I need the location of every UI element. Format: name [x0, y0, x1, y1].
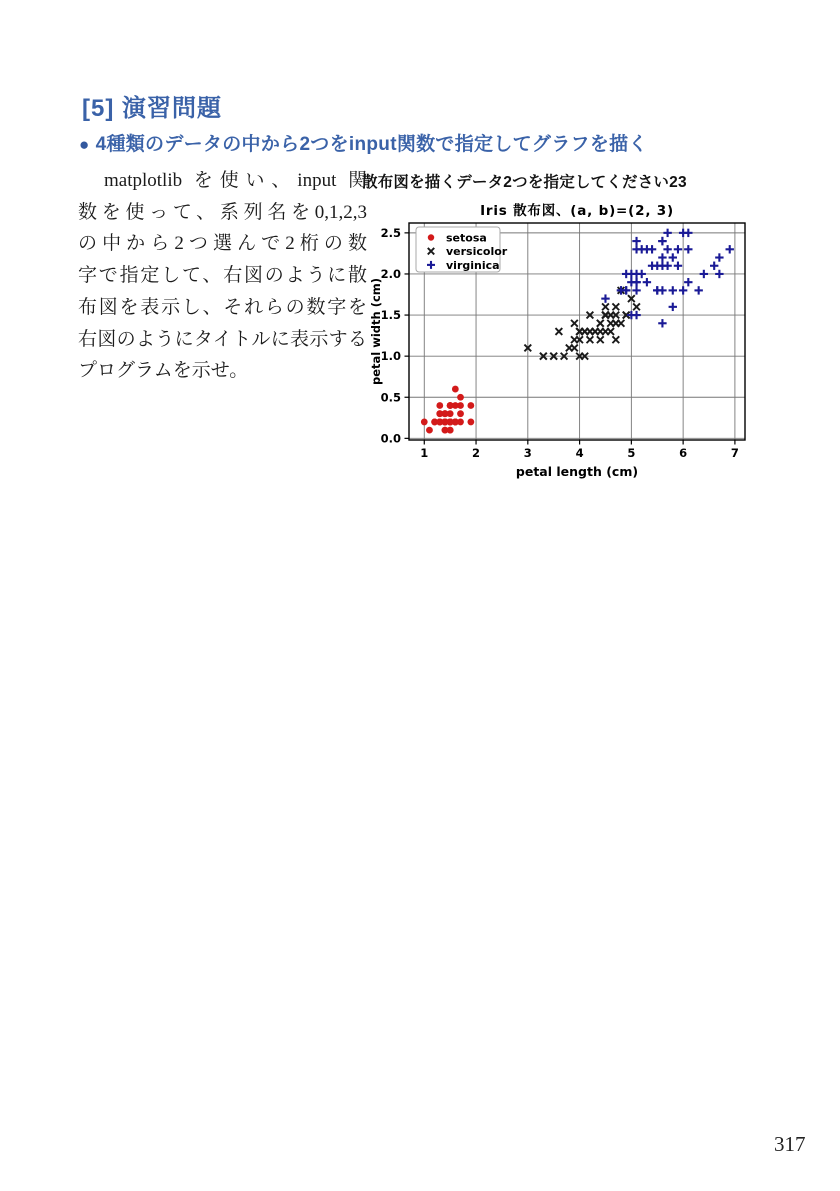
y-axis-label: petal width (cm) — [369, 277, 383, 386]
marker-circle — [457, 394, 464, 401]
x-tick-label: 3 — [523, 446, 532, 460]
marker-circle — [436, 402, 443, 409]
bullet-icon: ● — [79, 135, 90, 154]
marker-circle — [442, 427, 449, 434]
x-axis-label: petal length (cm) — [515, 464, 639, 479]
body-line: 布図を表示し、それらの数字を — [78, 296, 367, 318]
section-heading: [5] 演習問題 — [82, 95, 222, 122]
marker-circle — [447, 402, 454, 409]
marker-circle — [442, 410, 449, 417]
series-virginica — [601, 229, 734, 328]
x-tick-label: 7 — [730, 446, 739, 460]
y-tick-label: 0.5 — [380, 390, 401, 405]
bullet-heading — [79, 129, 648, 156]
body-paragraph — [78, 165, 367, 387]
y-tick-label: 2.5 — [380, 225, 401, 240]
legend-label: virginica — [446, 258, 500, 272]
body-line: 右図のようにタイトルに表示する — [78, 328, 367, 350]
iris-scatter-chart — [368, 194, 770, 486]
chart-title: Iris 散布図、(a, b)=(2, 3) — [480, 203, 674, 219]
y-tick-label: 1.5 — [380, 308, 401, 323]
legend-label: versicolor — [446, 245, 508, 259]
marker-circle — [457, 410, 464, 417]
body-line: 字で指定して、右図のように散 — [78, 265, 367, 287]
marker-circle — [426, 427, 433, 434]
bullet-heading-label: 4種類のデータの中から2つをinput関数で指定してグラフを描く — [95, 134, 648, 155]
marker-circle — [452, 386, 459, 393]
marker-circle — [442, 419, 449, 426]
figure-prompt-text: 散布図を描くデータ2つを指定してください23 — [362, 174, 687, 191]
x-tick-label: 6 — [679, 446, 688, 460]
body-line: の中から2つ選んで2桁の数 — [78, 233, 367, 255]
y-tick-label: 1.0 — [380, 349, 401, 364]
x-tick-label: 2 — [472, 446, 481, 460]
legend — [416, 227, 508, 272]
marker-circle — [467, 419, 474, 426]
marker-circle — [467, 402, 474, 409]
marker-circle — [428, 234, 434, 240]
x-tick-label: 1 — [420, 446, 429, 460]
marker-circle — [421, 419, 428, 426]
y-tick-label: 0.0 — [380, 431, 401, 446]
x-tick-label: 4 — [575, 446, 584, 460]
body-line: matplotlib を使い、input 関 — [104, 170, 367, 191]
y-tick-label: 2.0 — [380, 266, 401, 281]
series-setosa — [421, 386, 474, 434]
x-tick-label: 5 — [627, 446, 636, 460]
page-number: 317 — [774, 1132, 806, 1156]
legend-label: setosa — [446, 231, 487, 245]
series-versicolor — [524, 287, 640, 360]
body-line: 数を使って、系列名を0,1,2,3 — [78, 201, 367, 223]
body-line: プログラムを示せ。 — [78, 360, 249, 382]
